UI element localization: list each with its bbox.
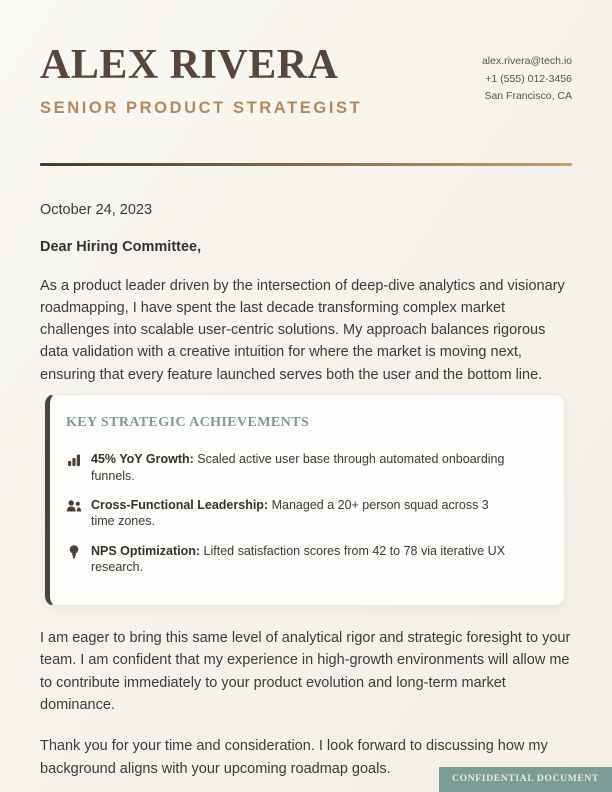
candidate-title: SENIOR PRODUCT STRATEGIST: [40, 99, 363, 117]
contact-email: alex.rivera@tech.io: [481, 55, 572, 67]
letter-body: [40, 199, 572, 780]
lightbulb-icon: [66, 544, 82, 560]
paragraph-1: As a product leader driven by the intersection of deep-dive analytics and visionary roadmapping, I have spent the last decade transforming complex market challenges into scalable user-centric solutions. My approach balances rigorous data validation with a creative intuition for where the market is moving next, ensuring that every feature launched serves both the user and the bottom line.: [40, 277, 565, 383]
users-icon: [66, 498, 82, 514]
contact-block: [482, 53, 572, 106]
achievement-label: Cross-Functional Leadership:: [91, 497, 269, 512]
candidate-name: ALEX RIVERA: [40, 42, 339, 88]
letter-date: October 24, 2023: [40, 202, 153, 218]
achievements-card: [45, 394, 565, 606]
letter-header: [40, 44, 572, 166]
paragraph-3: Thank you for your time and consideration. I look forward to discussing how my background aligns with your upcoming roadmap goals.: [40, 738, 548, 777]
contact-location: San Francisco, CA: [484, 90, 572, 102]
paragraph-2: I am eager to bring this same level of analytical rigor and strategic foresight to your team. I am confident that my experience in high-growth environments will allow me to contribute immediately to your product evolution and long-term market dominance.: [40, 630, 571, 714]
achievement-item: [64, 543, 544, 576]
salutation: Dear Hiring Committee,: [40, 239, 202, 256]
letter-content: [40, 0, 572, 780]
achievement-text: 45% YoY Growth: Scaled active user base through automated onboarding funnels.: [91, 452, 505, 483]
achievement-label: NPS Optimization:: [91, 543, 201, 558]
achievement-item: [64, 497, 544, 530]
achievements-heading: KEY STRATEGIC ACHIEVEMENTS: [66, 415, 310, 431]
header-divider: [40, 163, 572, 166]
achievement-text: NPS Optimization: Lifted satisfaction scores from 42 to 78 via iterative UX research.: [91, 543, 506, 574]
achievement-text: Cross-Functional Leadership: Managed a 20+ person squad across 3 time zones.: [91, 497, 489, 529]
contact-phone: +1 (555) 012-3456: [485, 72, 572, 85]
bar-chart-icon: [66, 452, 82, 468]
achievement-label: 45% YoY Growth:: [91, 452, 194, 467]
achievement-item: [64, 451, 544, 484]
confidential-badge: CONFIDENTIAL DOCUMENT: [439, 767, 612, 792]
